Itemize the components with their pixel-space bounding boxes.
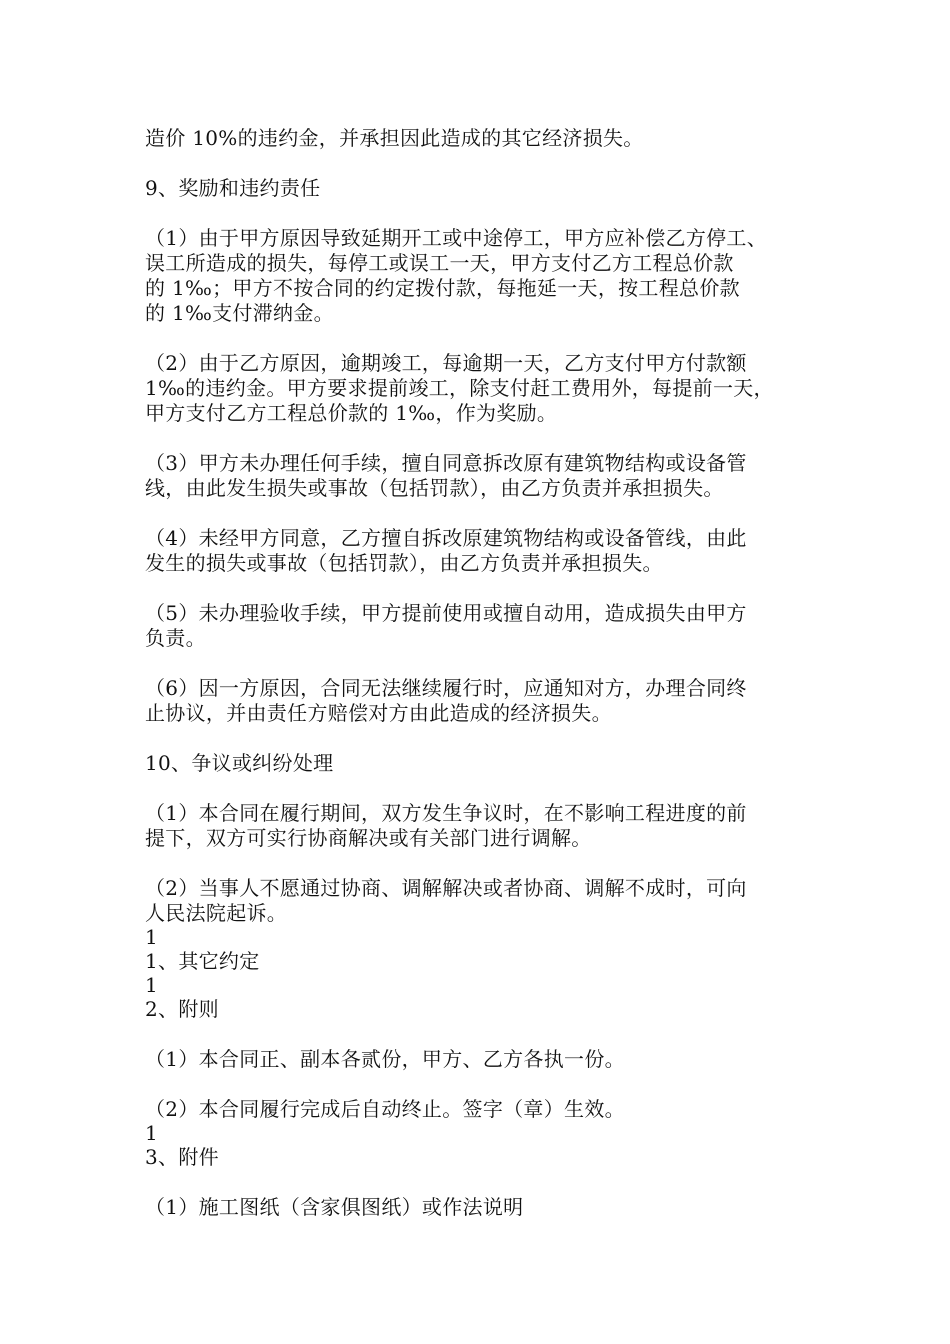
text-line: 甲方支付乙方工程总价款的 1‰，作为奖励。 <box>145 401 558 425</box>
section-heading: 3、附件 <box>145 1145 219 1169</box>
text-line: 1 <box>145 1121 159 1145</box>
text-line: （5）未办理验收手续，甲方提前使用或擅自动用，造成损失由甲方 <box>145 601 747 625</box>
section-heading: 1、其它约定 <box>145 949 260 973</box>
text-line: 提下，双方可实行协商解决或有关部门进行调解。 <box>145 826 592 850</box>
text-line: （4）未经甲方同意，乙方擅自拆改原建筑物结构或设备管线，由此 <box>145 526 747 550</box>
text-line: （1）本合同在履行期间，双方发生争议时，在不影响工程进度的前 <box>145 801 747 825</box>
text-line: 1‰的违约金。甲方要求提前竣工，除支付赶工费用外，每提前一天， <box>145 376 774 400</box>
text-line: 发生的损失或事故（包括罚款），由乙方负责并承担损失。 <box>145 551 663 575</box>
text-line: 1 <box>145 925 159 949</box>
text-line: 1 <box>145 973 159 997</box>
text-line: （2）由于乙方原因，逾期竣工，每逾期一天，乙方支付甲方付款额 <box>145 351 747 375</box>
section-heading: 2、附则 <box>145 997 219 1021</box>
text-line: （1）本合同正、副本各贰份，甲方、乙方各执一份。 <box>145 1047 625 1071</box>
text-line: （2）当事人不愿通过协商、调解解决或者协商、调解不成时，可向 <box>145 876 747 900</box>
section-heading: 9、奖励和违约责任 <box>145 176 321 200</box>
text-line: 负责。 <box>145 626 206 650</box>
text-line: （2）本合同履行完成后自动终止。签字（章）生效。 <box>145 1097 625 1121</box>
text-line: 人民法院起诉。 <box>145 901 288 925</box>
section-heading: 10、争议或纠纷处理 <box>145 751 334 775</box>
text-line: 误工所造成的损失，每停工或误工一天，甲方支付乙方工程总价款 <box>145 251 734 275</box>
text-line: 的 1‰；甲方不按合同的约定拨付款，每拖延一天，按工程总价款 <box>145 276 740 300</box>
text-line: 线，由此发生损失或事故（包括罚款），由乙方负责并承担损失。 <box>145 476 724 500</box>
text-line: （3）甲方未办理任何手续，擅自同意拆改原有建筑物结构或设备管 <box>145 451 747 475</box>
text-line: 止协议，并由责任方赔偿对方由此造成的经济损失。 <box>145 701 612 725</box>
text-line: （1）施工图纸（含家俱图纸）或作法说明 <box>145 1195 524 1219</box>
text-line: （1）由于甲方原因导致延期开工或中途停工，甲方应补偿乙方停工、 <box>145 226 768 250</box>
text-line: 造价 10%的违约金，并承担因此造成的其它经济损失。 <box>145 126 644 150</box>
text-line: 的 1‰支付滞纳金。 <box>145 301 334 325</box>
text-line: （6）因一方原因，合同无法继续履行时，应通知对方，办理合同终 <box>145 676 747 700</box>
